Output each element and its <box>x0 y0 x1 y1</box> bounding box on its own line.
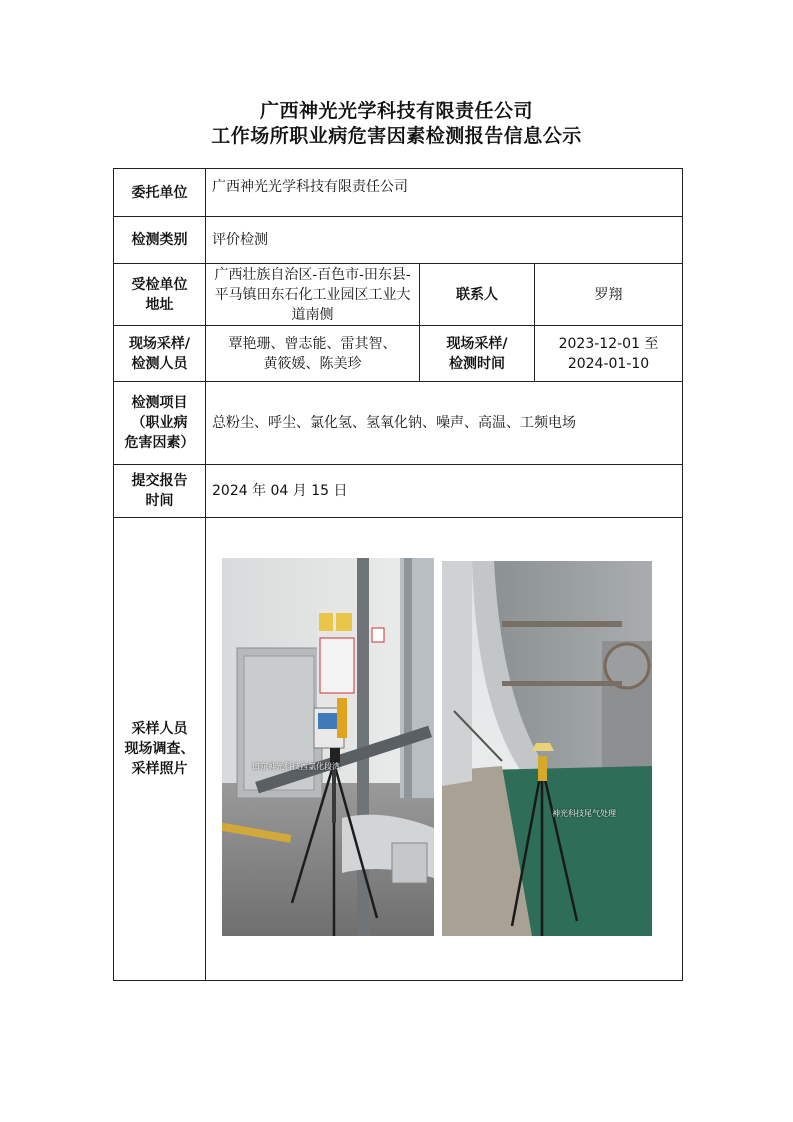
items-label <box>114 382 206 465</box>
document-title-line2: 工作场所职业病危害因素检测报告信息公示 <box>211 125 582 147</box>
row-staff <box>114 326 683 382</box>
staff-value-line2: 黄筱媛、陈美珍 <box>263 355 362 372</box>
items-label-line2: （职业病 <box>131 415 188 431</box>
report-value: 2024 年 04 月 15 日 <box>206 465 683 518</box>
items-value: 总粉尘、呼尘、氯化氢、氢氧化钠、噪声、高温、工频电场 <box>206 382 683 465</box>
time-value <box>535 326 683 382</box>
staff-value-line1: 覃艳珊、曾志能、雷其智、 <box>228 335 397 352</box>
time-label-line1: 现场采样/ <box>446 335 508 352</box>
time-value-line1: 2023-12-01 至 <box>558 335 659 352</box>
staff-label <box>114 326 206 382</box>
photos-label-line1: 采样人员 <box>131 721 188 737</box>
contact-label: 联系人 <box>420 264 535 326</box>
report-label-line1: 提交报告 <box>131 473 188 489</box>
row-address <box>114 264 683 326</box>
row-client <box>114 169 683 217</box>
photo-2-watermark: 神光科技尾气处理 <box>552 809 616 818</box>
document-title-line1: 广西神光光学科技有限责任公司 <box>259 100 533 122</box>
items-label-line1: 检测项目 <box>131 395 188 411</box>
site-photo-2-image <box>442 561 652 936</box>
address-label-line1: 受检单位 <box>131 276 188 293</box>
client-label: 委托单位 <box>114 169 206 217</box>
time-value-line2: 2024-01-10 <box>567 355 650 372</box>
row-category <box>114 217 683 264</box>
address-value: 广西壮族自治区-百色市-田东县-平马镇田东石化工业园区工业大道南侧 <box>206 264 420 326</box>
report-label-line2: 时间 <box>145 493 174 509</box>
site-photo-2 <box>442 561 652 936</box>
staff-label-line1: 现场采样/ <box>128 335 191 352</box>
category-value: 评价检测 <box>206 217 683 264</box>
photo-1-watermark: 田东神光科技西氯化段湾 <box>252 762 340 771</box>
contact-value: 罗翔 <box>535 264 683 326</box>
photos-label-line2: 现场调查、 <box>124 741 195 757</box>
site-photo-1-image <box>222 558 434 936</box>
row-items <box>114 382 683 465</box>
site-photo-1 <box>222 558 434 936</box>
address-label-line2: 地址 <box>145 296 174 313</box>
time-label-line2: 检测时间 <box>449 355 505 372</box>
category-label: 检测类别 <box>114 217 206 264</box>
row-photos <box>114 518 683 981</box>
address-label <box>114 264 206 326</box>
staff-value <box>206 326 420 382</box>
photos-label <box>114 518 206 981</box>
time-label <box>420 326 535 382</box>
photos-cell <box>206 518 683 981</box>
staff-label-line2: 检测人员 <box>131 355 188 372</box>
row-report <box>114 465 683 518</box>
info-table <box>113 168 683 981</box>
client-value: 广西神光光学科技有限责任公司 <box>206 169 683 217</box>
items-label-line3: 危害因素） <box>124 435 195 451</box>
report-label <box>114 465 206 518</box>
photos-label-line3: 采样照片 <box>131 761 188 777</box>
